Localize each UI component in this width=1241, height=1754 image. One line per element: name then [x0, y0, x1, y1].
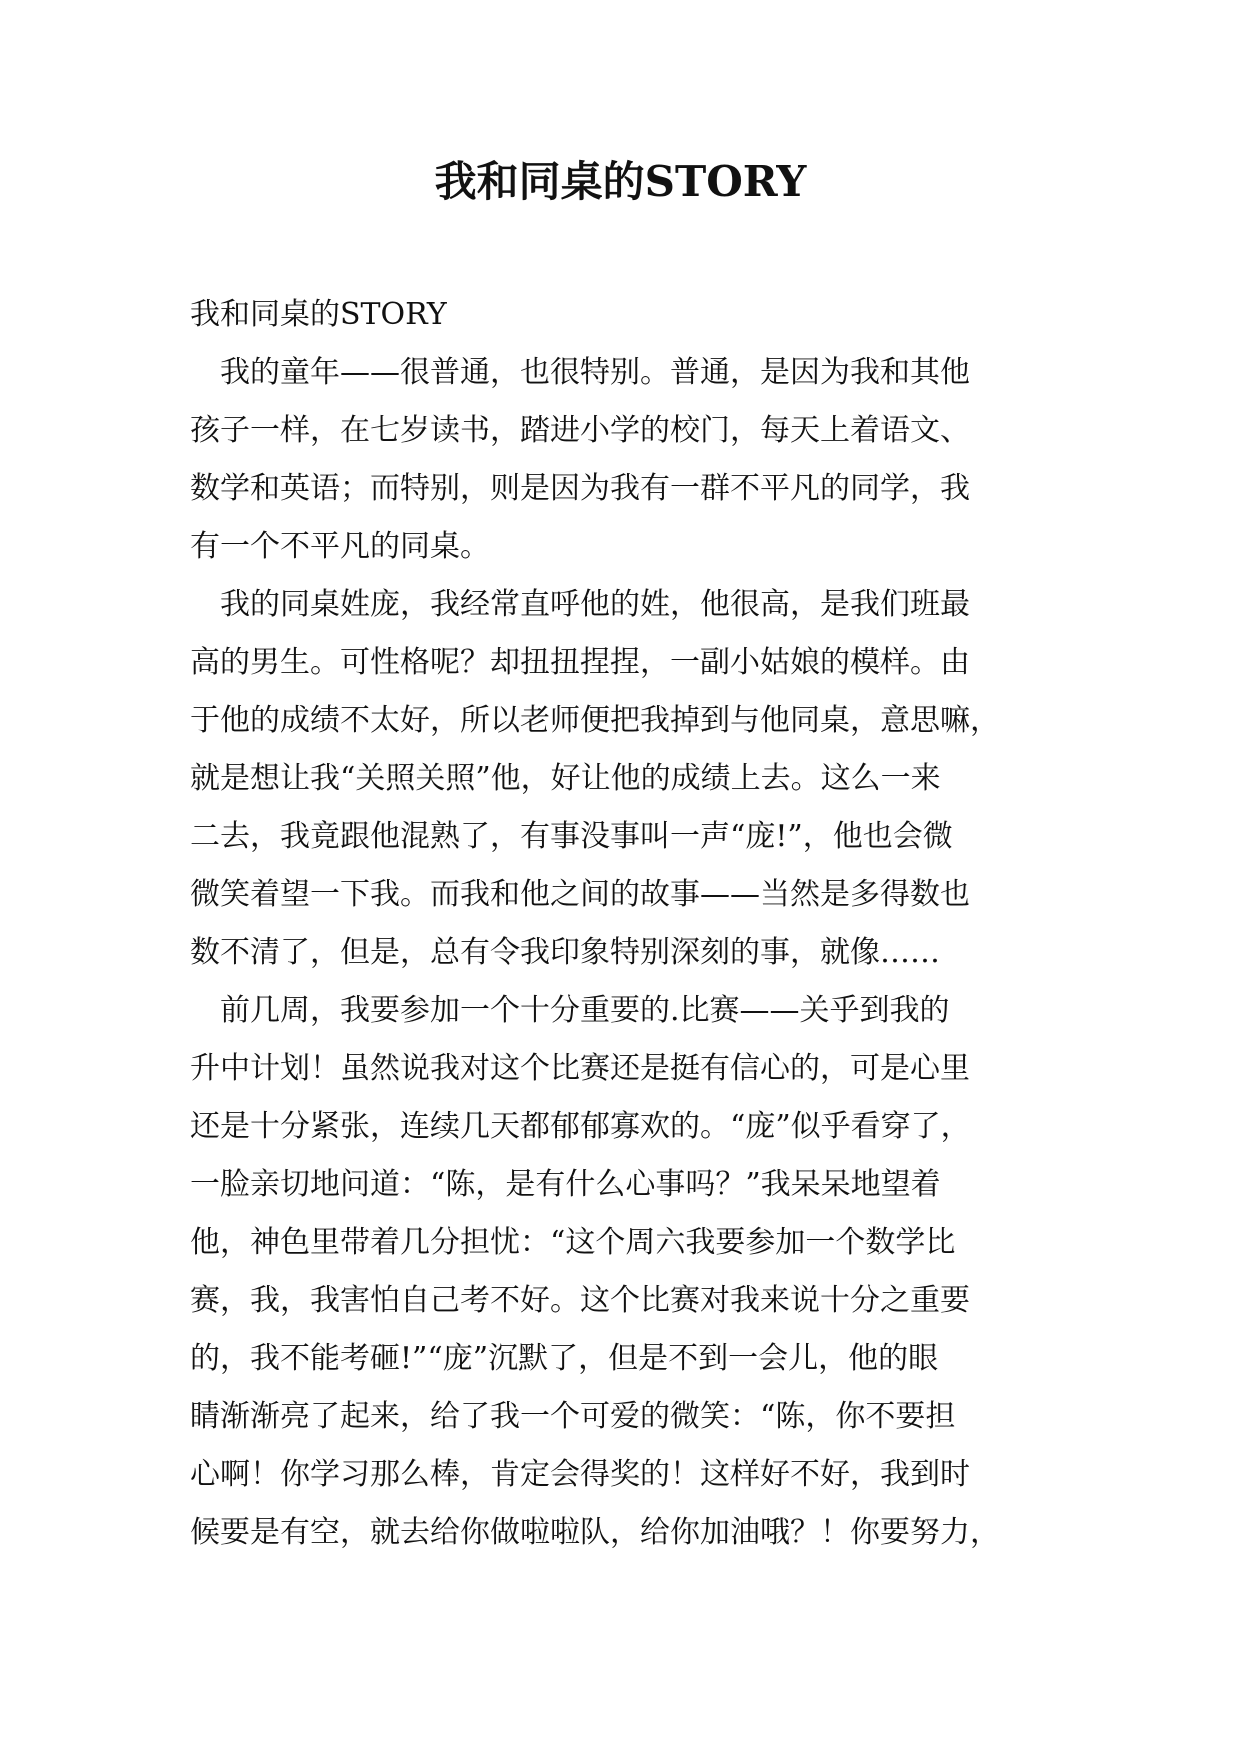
- text-line: 高的男生。可性格呢？却扭扭捏捏，一副小姑娘的模样。由: [190, 645, 970, 680]
- text-line: 孩子一样，在七岁读书，踏进小学的校门，每天上着语文、: [190, 413, 970, 448]
- text-line: 数不清了，但是，总有令我印象特别深刻的事，就像……: [190, 935, 940, 970]
- text-line: 我和同桌的STORY: [190, 297, 447, 332]
- document-title: 我和同桌的STORY: [434, 157, 807, 206]
- text-line: 还是十分紧张，连续几天都郁郁寡欢的。“庞”似乎看穿了，: [190, 1109, 971, 1144]
- text-line: 候要是有空，就去给你做啦啦队，给你加油哦？！你要努力，: [190, 1515, 1000, 1550]
- text-line: 有一个不平凡的同桌。: [190, 529, 490, 564]
- document-body: [190, 286, 1070, 1562]
- text-line: 心啊！你学习那么棒，肯定会得奖的！这样好不好，我到时: [190, 1457, 970, 1492]
- text-line: 升中计划！虽然说我对这个比赛还是挺有信心的，可是心里: [190, 1051, 970, 1086]
- text-line: 赛，我，我害怕自己考不好。这个比赛对我来说十分之重要: [190, 1283, 970, 1318]
- text-line: 睛渐渐亮了起来，给了我一个可爱的微笑：“陈，你不要担: [190, 1399, 956, 1434]
- text-line: 的，我不能考砸!”“庞”沉默了，但是不到一会儿，他的眼: [190, 1341, 939, 1376]
- text-line: 就是想让我“关照关照”他，好让他的成绩上去。这么一来: [190, 761, 941, 796]
- text-line: 二去，我竟跟他混熟了，有事没事叫一声“庞!”，他也会微: [190, 819, 953, 854]
- text-line: 我的童年——很普通，也很特别。普通，是因为我和其他: [190, 355, 970, 390]
- text-line: 一脸亲切地问道：“陈，是有什么心事吗？”我呆呆地望着: [190, 1167, 941, 1202]
- text-line: 我的同桌姓庞，我经常直呼他的姓，他很高，是我们班最: [190, 587, 970, 622]
- text-line: 微笑着望一下我。而我和他之间的故事——当然是多得数也: [190, 877, 970, 912]
- text-line: 数学和英语；而特别，则是因为我有一群不平凡的同学，我: [190, 471, 970, 506]
- text-line: 前几周，我要参加一个十分重要的.比赛——关乎到我的: [190, 993, 950, 1028]
- text-line: 他，神色里带着几分担忧：“这个周六我要参加一个数学比: [190, 1225, 956, 1260]
- text-line: 于他的成绩不太好，所以老师便把我掉到与他同桌，意思嘛，: [190, 703, 1000, 738]
